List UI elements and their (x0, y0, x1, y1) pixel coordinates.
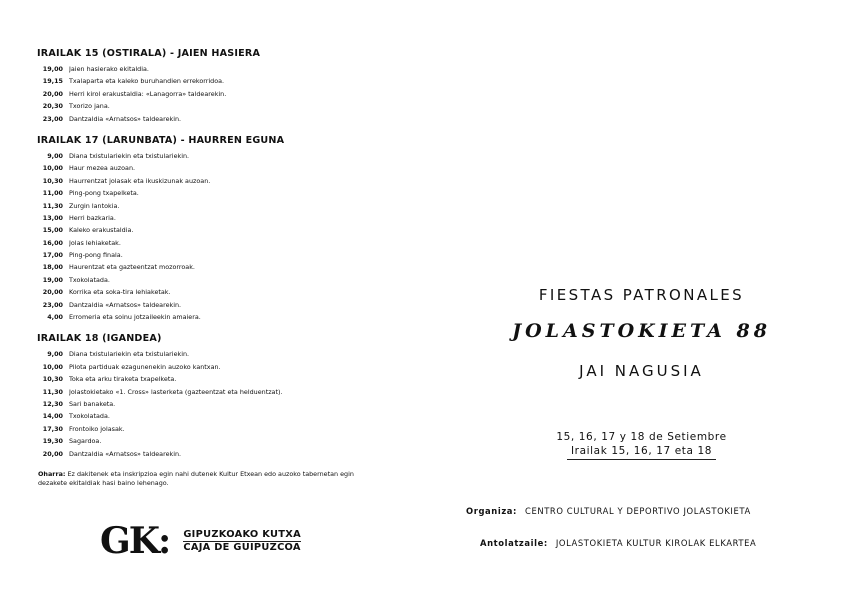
logo-line-spanish: CAJA DE GUIPUZCOA (183, 542, 301, 553)
day-title: IRAILAK 15 (OSTIRALA) - JAIEN HASIERA (37, 48, 261, 59)
event-time: 11,00 (42, 189, 63, 198)
event-description: Herri kirol erakustaldia: «Lanagorra» taldearekin. (69, 89, 227, 98)
event-time: 11,30 (42, 387, 63, 396)
event-description: Txalaparta eta kaleko buruhandien errekorridoa. (69, 77, 225, 86)
schedule-panel (34, 48, 414, 488)
schedule-row (34, 363, 414, 375)
event-time: 19,00 (42, 275, 63, 284)
event-time: 15,00 (42, 226, 63, 235)
schedule-row (34, 425, 414, 437)
event-time: 16,00 (42, 238, 63, 247)
dates-spanish: 15, 16, 17 y 18 de Setiembre (556, 431, 727, 443)
event-description: Diana txistulariekin eta txistulariekin. (69, 151, 190, 160)
organizer-label: Organiza: (466, 506, 518, 516)
event-description: Haurentzat eta gazteentzat mozorroak. (69, 263, 195, 272)
schedule-row (34, 189, 414, 201)
day-section (34, 333, 414, 462)
cover-title: JOLASTOKIETA 88 (512, 320, 771, 342)
event-description: Pilota partiduak ezagunenekin auzoko kantxan. (69, 362, 221, 371)
colon-icon: : (158, 520, 170, 562)
day-title: IRAILAK 18 (IGANDEA) (37, 333, 162, 345)
schedule-row (34, 102, 414, 114)
logo-wordmark (183, 529, 301, 554)
event-time: 18,00 (42, 263, 63, 272)
event-time: 9,00 (47, 350, 63, 359)
schedule-row (34, 313, 414, 325)
schedule-row (34, 388, 414, 400)
event-time: 20,00 (42, 89, 63, 98)
event-description: Korrika eta soka-tira lehiaketak. (69, 288, 171, 297)
schedule-row (34, 350, 414, 362)
schedule-row (34, 164, 414, 176)
schedule-row (34, 251, 414, 263)
schedule-row (34, 115, 414, 127)
event-description: Ping-pong finala. (69, 251, 123, 260)
organizer-line (466, 506, 751, 516)
event-description: Dantzaldia «Arnatsos» taldearekin. (69, 300, 182, 309)
event-time: 19,15 (42, 77, 63, 86)
schedule-row (34, 202, 414, 214)
event-description: Ping-pong txapelketa. (69, 189, 139, 198)
event-description: Zurgin lantokia. (69, 201, 120, 210)
schedule-row (34, 65, 414, 77)
schedule-row (34, 450, 414, 462)
schedule-note (34, 470, 383, 488)
logo-mark-text: GK (100, 520, 159, 562)
schedule-row (34, 239, 414, 251)
event-time: 19,00 (42, 65, 63, 73)
event-description: Frontoiko jolasak. (69, 424, 125, 433)
event-time: 20,00 (42, 449, 63, 458)
event-description: Diana txistulariekin eta txistulariekin. (69, 350, 190, 359)
sponsor-logo (100, 520, 301, 562)
organizer-basque-label: Antolatzaile: (480, 538, 548, 548)
event-time: 23,00 (42, 300, 63, 309)
event-description: Jolas lehiaketak. (69, 238, 121, 247)
event-time: 13,00 (42, 213, 63, 222)
schedule-row (34, 400, 414, 412)
event-description: Haur mezea auzoan. (69, 164, 136, 173)
schedule-row (34, 177, 414, 189)
event-time: 12,30 (42, 399, 63, 408)
event-description: Txokolatada. (69, 275, 110, 284)
schedule-row (34, 263, 414, 275)
schedule-row (34, 288, 414, 300)
event-description: Kaleko erakustaldia. (69, 226, 134, 235)
schedule-row (34, 152, 414, 164)
event-time: 19,30 (42, 437, 63, 446)
event-time: 14,00 (42, 412, 63, 421)
event-description: Herri bazkaria. (69, 213, 116, 222)
event-time: 20,00 (42, 288, 63, 297)
organizer-basque-value: JOLASTOKIETA KULTUR KIROLAK ELKARTEA (555, 538, 757, 548)
event-description: Dantzaldia «Arnatsos» taldearekin. (69, 449, 182, 458)
event-description: Txokolatada. (69, 412, 110, 421)
cover-panel (440, 0, 843, 595)
note-text: Ez dakitenek eta inskripzioa egin nahi dutenek Kultur Etxean edo auzoko tabernetan egin dezakete ekitaldiak hasi baino lehenago. (38, 469, 354, 487)
day-title: IRAILAK 17 (LARUNBATA) - HAURREN EGUNA (37, 134, 285, 146)
schedule-row (34, 412, 414, 424)
cover-festival-name: JAI NAGUSIA (579, 362, 704, 380)
event-time: 10,00 (42, 362, 63, 371)
organizer-value: CENTRO CULTURAL Y DEPORTIVO JOLASTOKIETA (525, 506, 751, 516)
day-section (34, 48, 414, 127)
event-time: 17,00 (42, 251, 63, 260)
schedule-row (34, 437, 414, 449)
event-time: 23,00 (42, 114, 63, 123)
cover-dates (440, 430, 843, 460)
event-description: Sagardoa. (69, 437, 102, 446)
dates-basque: Irailak 15, 16, 17 eta 18 (567, 444, 716, 460)
event-description: Jaien hasierako ekitaldia. (69, 65, 149, 73)
event-description: Jolastokietako «1. Cross» lasterketa (gazteentzat eta helduentzat). (69, 387, 283, 396)
logo-line-basque: GIPUZKOAKO KUTXA (183, 529, 301, 542)
event-time: 10,30 (42, 375, 63, 384)
event-time: 17,30 (42, 424, 63, 433)
cover-subtitle: FIESTAS PATRONALES (538, 286, 745, 304)
schedule-row (34, 77, 414, 89)
event-time: 10,30 (42, 176, 63, 185)
schedule-row (34, 214, 414, 226)
schedule-row (34, 301, 414, 313)
day-section (34, 135, 414, 325)
event-description: Erromeria eta soinu jotzaileekin amaiera. (69, 313, 201, 322)
event-description: Haurrentzat jolasak eta ikuskizunak auzoan. (69, 176, 211, 185)
schedule-row (34, 276, 414, 288)
note-label: Oharra: (38, 469, 66, 478)
event-time: 4,00 (47, 313, 63, 322)
schedule-row (34, 375, 414, 387)
event-description: Toka eta arku tiraketa txapelketa. (69, 375, 177, 384)
organizer-basque-line (480, 538, 756, 548)
event-time: 11,30 (42, 201, 63, 210)
event-description: Dantzaldia «Arnatsos» taldearekin. (69, 114, 182, 123)
gk-logo-mark (100, 520, 170, 562)
schedule-row (34, 90, 414, 102)
event-time: 20,30 (42, 102, 63, 111)
event-description: Sari banaketa. (69, 399, 116, 408)
schedule-row (34, 226, 414, 238)
event-description: Txorizo jana. (69, 102, 110, 111)
event-time: 9,00 (47, 151, 63, 160)
event-time: 10,00 (42, 164, 63, 173)
